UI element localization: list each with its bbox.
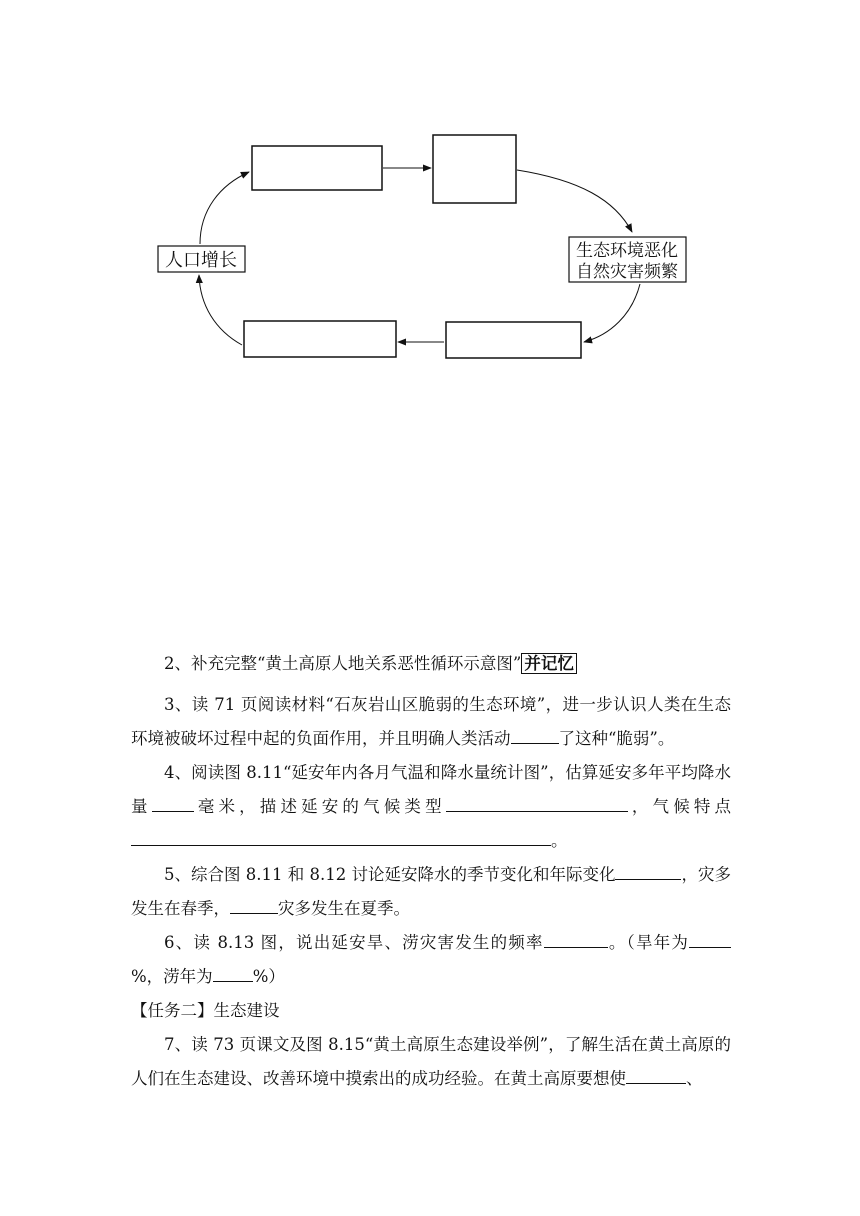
q5-text-a: 5、综合图 8.11 和 8.12 讨论延安降水的季节变化和年际变化 (164, 865, 616, 884)
question-4 (131, 756, 731, 858)
question-6 (131, 926, 731, 994)
q4-text-a: 4、阅读图 8.11“延安年内各月气温和降水量统计图”，估算延安多年平均降水量 (131, 763, 731, 816)
q6-text-d: %） (252, 967, 285, 986)
q2-remember-box: 并记忆 (521, 653, 577, 674)
blank-box-bottom-right[interactable] (446, 322, 581, 358)
question-2 (131, 647, 731, 681)
q5-blank-change[interactable] (615, 861, 681, 880)
q2-text: 2、补充完整“黄土高原人地关系恶性循环示意图” (164, 654, 522, 673)
blank-box-top-left[interactable] (252, 146, 382, 190)
task-2-heading (131, 994, 731, 1028)
eco-label-line1: 生态环境恶化 (576, 241, 678, 261)
blank-box-bottom-left[interactable] (244, 321, 396, 357)
q6-text-a: 6、读 8.13 图，说出延安旱、涝灾害发生的频率 (164, 933, 544, 952)
arrow-left-upper (200, 172, 249, 244)
arrow-right-lower (584, 284, 640, 342)
q3-blank[interactable] (511, 725, 559, 744)
q6-blank-drought[interactable] (689, 929, 731, 948)
q5-text-d: 灾多发生在夏季。 (278, 899, 410, 918)
arrow-right-upper (517, 170, 632, 232)
q4-blank-climate[interactable] (446, 793, 628, 812)
population-label: 人口增长 (165, 250, 237, 271)
q4-text-d: 。 (551, 831, 568, 850)
q5-text-c: 灾多发生在春季， (131, 865, 732, 918)
q6-text-c: %，涝年为 (131, 967, 213, 986)
q5-text-b: ， (681, 865, 698, 884)
cycle-diagram (0, 0, 860, 420)
eco-label-line2: 自然灾害频繁 (576, 262, 678, 282)
arrow-left-lower (199, 275, 242, 345)
q4-blank-features[interactable] (131, 827, 551, 846)
q4-text-b: 毫米，描述延安的气候类型 (193, 797, 446, 816)
task-2-text: 【任务二】生态建设 (131, 1001, 280, 1020)
question-3 (131, 688, 731, 756)
q4-blank-precip[interactable] (152, 793, 194, 812)
question-5 (131, 858, 731, 926)
question-7 (131, 1028, 731, 1096)
q6-blank-frequency[interactable] (544, 929, 608, 948)
blank-box-top-right[interactable] (433, 135, 516, 203)
q3-text-a: 3、读 71 页阅读材料“石灰岩山区脆弱的生态环境”，进一步认识人类在生态环境被破坏过程中起的负面作用，并且明确人类活动 (131, 695, 731, 748)
q6-blank-flood[interactable] (213, 963, 253, 982)
q6-text-b: 。（旱年为 (607, 933, 690, 952)
q4-text-c: ，气候特点 (627, 797, 732, 816)
q5-blank-summer[interactable] (230, 895, 278, 914)
q3-text-b: 了这种“脆弱”。 (558, 729, 675, 748)
q7-text-a: 7、读 73 页课文及图 8.15“黄土高原生态建设举例”，了解生活在黄土高原的人们在生态建设、改善环境中摸索出的成功经验。在黄土高原要想使 (131, 1035, 731, 1088)
q7-text-b: 、 (686, 1069, 703, 1088)
q7-blank[interactable] (626, 1065, 686, 1084)
